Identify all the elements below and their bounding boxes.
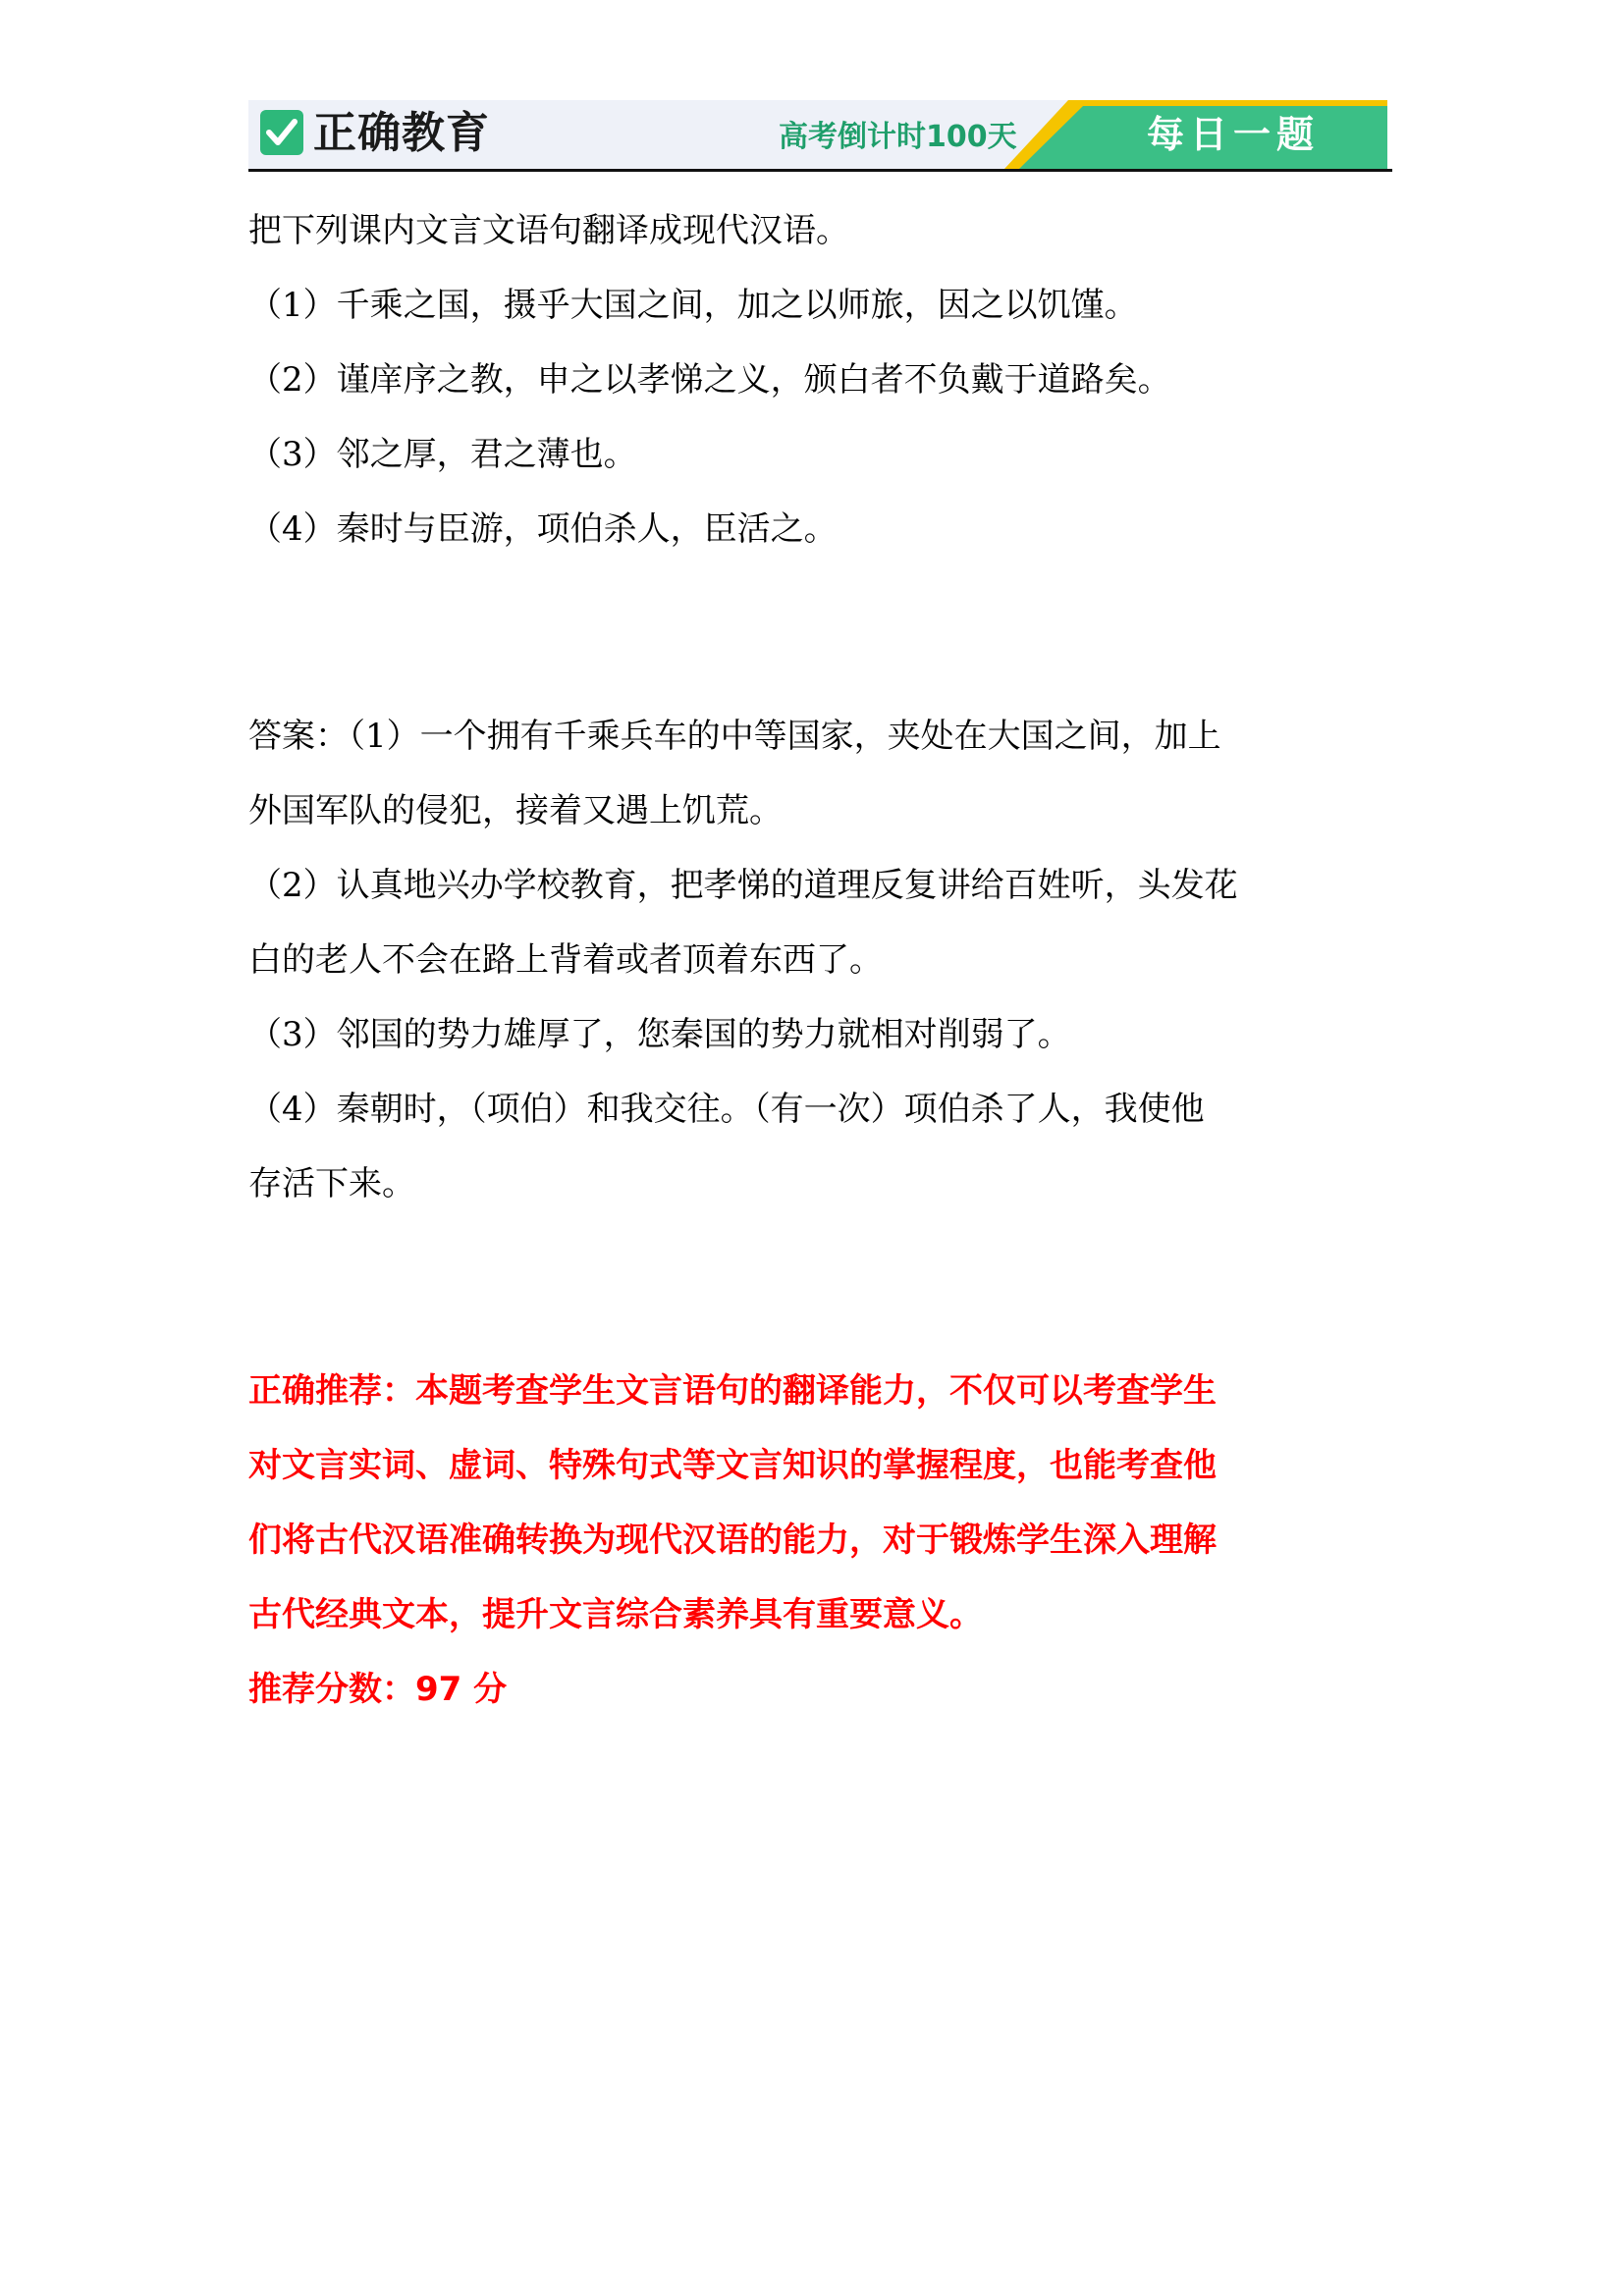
brand-name: 正确教育 — [313, 108, 490, 158]
recommendation-score: 推荐分数：97 分 — [248, 1670, 508, 1709]
spacer — [248, 1221, 1392, 1354]
header-divider — [248, 169, 1392, 172]
header-banner — [248, 100, 1387, 169]
answer-line: 白的老人不会在路上背着或者顶着东西了。 — [248, 940, 883, 980]
answer-line: 存活下来。 — [248, 1164, 415, 1203]
question-item: （4）秦时与臣游，项伯杀人，臣活之。 — [248, 509, 838, 549]
question-item: （3）邻之厚，君之薄也。 — [248, 435, 637, 474]
answer-line: （4）秦朝时，（项伯）和我交往。（有一次）项伯杀了人，我使他 — [248, 1090, 1205, 1129]
document-body — [248, 193, 1392, 1727]
daily-question-label: 每日一题 — [1147, 113, 1321, 156]
spacer — [248, 566, 1392, 699]
question-item: （2）谨庠序之教，申之以孝悌之义，颁白者不负戴于道路矣。 — [248, 360, 1171, 400]
answer-line: （2）认真地兴办学校教育，把孝悌的道理反复讲给百姓听，头发花 — [248, 866, 1238, 905]
recommendation-line: 对文言实词、虚词、特殊句式等文言知识的掌握程度，也能考查他 — [248, 1446, 1217, 1485]
answer-line: （3）邻国的势力雄厚了，您秦国的势力就相对削弱了。 — [248, 1015, 1071, 1054]
recommendation-line: 们将古代汉语准确转换为现代汉语的能力，对于锻炼学生深入理解 — [248, 1521, 1217, 1560]
recommendation-line: 正确推荐：本题考查学生文言语句的翻译能力，不仅可以考查学生 — [248, 1371, 1217, 1411]
question-prompt: 把下列课内文言文语句翻译成现代汉语。 — [248, 211, 849, 250]
answer-line: 外国军队的侵犯，接着又遇上饥荒。 — [248, 791, 783, 830]
checkmark-logo-icon — [260, 110, 303, 155]
countdown-label: 高考倒计时100天 — [779, 120, 1017, 154]
question-item: （1）千乘之国，摄乎大国之间，加之以师旅，因之以饥馑。 — [248, 286, 1138, 325]
recommendation-line: 古代经典文本，提升文言综合素养具有重要意义。 — [248, 1595, 983, 1634]
answer-line: 答案：（1）一个拥有千乘兵车的中等国家，夹处在大国之间，加上 — [248, 717, 1221, 756]
